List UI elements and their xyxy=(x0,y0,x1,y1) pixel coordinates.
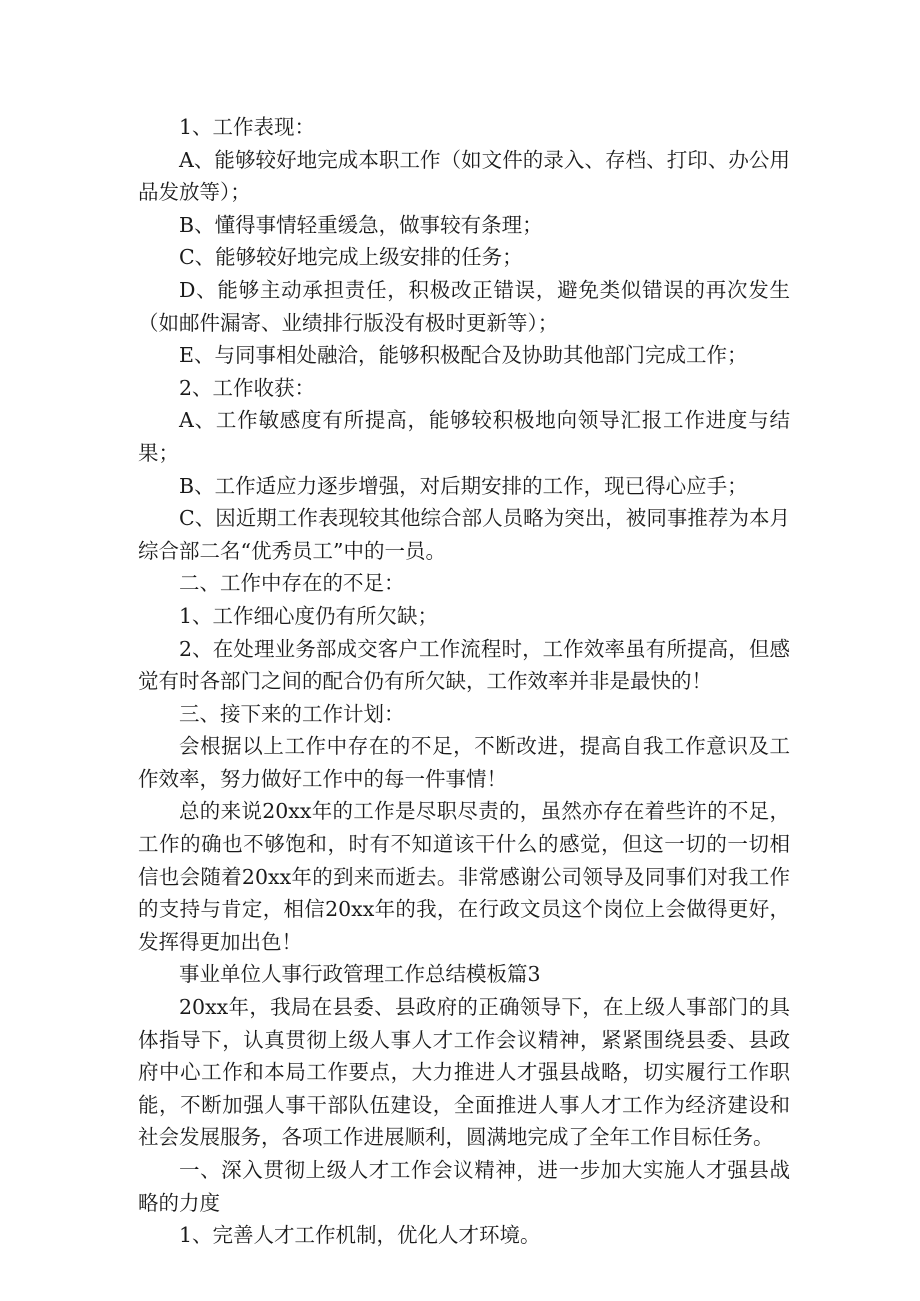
paragraph-item-a: A、能够较好地完成本职工作（如文件的录入、存档、打印、办公用品发放等）； xyxy=(138,147,790,205)
paragraph-item-d: D、能够主动承担责任，积极改正错误，避免类似错误的再次发生（如邮件漏寄、业绩排行版没有极时更新等）； xyxy=(138,277,790,335)
paragraph-gain-a: A、工作敏感度有所提高，能够较积极地向领导汇报工作进度与结果； xyxy=(138,408,790,465)
paragraph-item-c: C、能够较好地完成上级安排的任务； xyxy=(179,245,523,270)
paragraph-talent-mechanism: 1、完善人才工作机制，优化人才环境。 xyxy=(179,1223,541,1248)
paragraph-shortcomings-heading: 二、工作中存在的不足： xyxy=(179,571,405,596)
paragraph-shortcoming-1: 1、工作细心度仍有所欠缺； xyxy=(179,603,439,628)
paragraph-plan-heading: 三、接下来的工作计划： xyxy=(179,701,405,726)
paragraph-shortcoming-2: 2、在处理业务部成交客户工作流程时，工作效率虽有所提高，但感觉有时各部门之间的配合仍有所欠缺，工作效率并非是最快的！ xyxy=(138,636,790,694)
paragraph-item-b: B、懂得事情轻重缓急，做事较有条理； xyxy=(179,212,543,237)
document-body xyxy=(138,111,790,1252)
paragraph-intro: 20xx年，我局在县委、县政府的正确领导下，在上级人事部门的具体指导下，认真贯彻上级人事人才工作会议精神，紧紧围绕县委、县政府中心工作和本局工作要点，大力推进人才强县战略，切实履行工作职能，不断加强人事干部队伍建设，全面推进人事人才工作为经济建设和社会发展服务，各项工作进展顺利，圆满地完成了全年工作目标任务。 xyxy=(138,995,790,1150)
paragraph-summary: 总的来说20xx年的工作是尽职尽责的，虽然亦存在着些许的不足，工作的确也不够饱和，时有不知道该干什么的感觉，但这一切的一切相信也会随着20xx年的到来而逝去。非常感谢公司领导及同事们对我工作的支持与肯定，相信20xx年的我，在行政文员这个岗位上会做得更好，发挥得更加出色！ xyxy=(138,799,790,954)
paragraph-gain-b: B、工作适应力逐步增强，对后期安排的工作，现已得心应手； xyxy=(179,473,748,498)
paragraph-section-one-heading: 一、深入贯彻上级人才工作会议精神，进一步加大实施人才强县战略的力度 xyxy=(138,1158,790,1215)
paragraph-work-gains-heading: 2、工作收获： xyxy=(179,375,316,400)
paragraph-work-performance-heading: 1、工作表现： xyxy=(179,115,316,139)
paragraph-plan-body: 会根据以上工作中存在的不足，不断改进，提高自我工作意识及工作效率，努力做好工作中的每一件事情！ xyxy=(138,734,790,791)
paragraph-gain-c: C、因近期工作表现较其他综合部人员略为突出，被同事推荐为本月综合部二名“优秀员工”中的一员。 xyxy=(138,506,790,563)
paragraph-item-e: E、与同事相处融洽，能够积极配合及协助其他部门完成工作； xyxy=(179,343,748,368)
section-title: 事业单位人事行政管理工作总结模板篇3 xyxy=(179,962,541,987)
